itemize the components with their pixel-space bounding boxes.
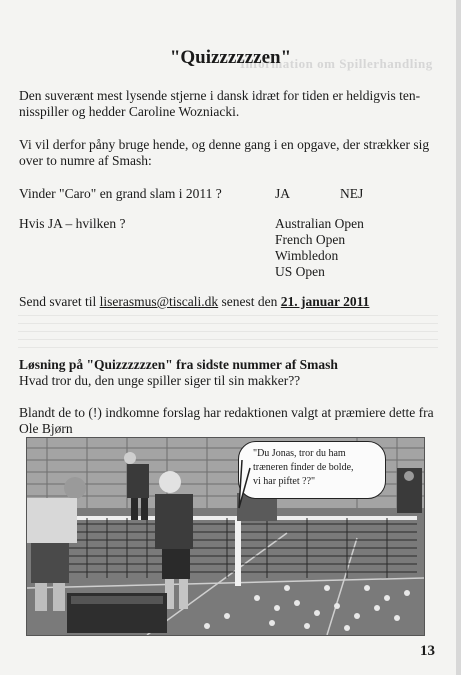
send-mid: senest den bbox=[218, 294, 281, 309]
bleed-through-header: Information om Spillerhandling bbox=[240, 56, 433, 71]
task-line-1: Vi vil derfor påny bruge hende, og denne gang i en opgave, der strækker sig bbox=[19, 137, 430, 152]
speech-line-3: vi har piftet ??" bbox=[253, 476, 316, 487]
solution-question: Hvad tror du, den unge spiller siger til sin makker?? bbox=[19, 373, 301, 388]
ball-machine bbox=[397, 468, 422, 513]
deadline: 21. januar 2011 bbox=[280, 294, 370, 309]
intro-line-2: nisspiller og hedder Caroline Wozniacki. bbox=[19, 104, 240, 119]
page-number: 13 bbox=[420, 643, 435, 659]
question-grand-slam: Vinder "Caro" en grand slam i 2011 ? bbox=[19, 186, 222, 201]
answer-yes: JA bbox=[275, 186, 291, 201]
winner-line-2: Ole Bjørn bbox=[19, 421, 73, 436]
speech-line-1: "Du Jonas, tror du ham bbox=[253, 448, 346, 459]
answer-no: NEJ bbox=[340, 186, 364, 201]
page-title: "Quizzzzzzen" bbox=[169, 47, 292, 68]
tournament-3: Wimbledon bbox=[275, 248, 339, 263]
page-edge bbox=[456, 0, 461, 675]
speech-bubble bbox=[238, 441, 386, 499]
tournament-1: Australian Open bbox=[275, 216, 364, 231]
speech-bubble-tail bbox=[236, 460, 256, 510]
task-line-2: over to numre af Smash: bbox=[19, 153, 152, 168]
tournament-4: US Open bbox=[275, 264, 325, 279]
send-prefix: Send svaret til bbox=[19, 294, 100, 309]
bleed-through-lines bbox=[18, 315, 438, 355]
intro-line-1: Den suverænt mest lysende stjerne i dansk idræt for tiden er heldigvis ten- bbox=[19, 88, 421, 103]
speech-line-2: træneren finder de bolde, bbox=[253, 462, 354, 473]
tournament-2: French Open bbox=[275, 232, 346, 247]
send-instruction bbox=[19, 294, 369, 310]
email-link[interactable]: liserasmus@tiscali.dk bbox=[99, 294, 219, 309]
ball-basket bbox=[67, 593, 167, 633]
winner-line-1: Blandt de to (!) indkomne forslag har redaktionen valgt at præmiere dette fra bbox=[19, 405, 434, 420]
question-which: Hvis JA – hvilken ? bbox=[19, 216, 126, 231]
solution-heading: Løsning på "Quizzzzzzen" fra sidste nummer af Smash bbox=[19, 357, 338, 372]
